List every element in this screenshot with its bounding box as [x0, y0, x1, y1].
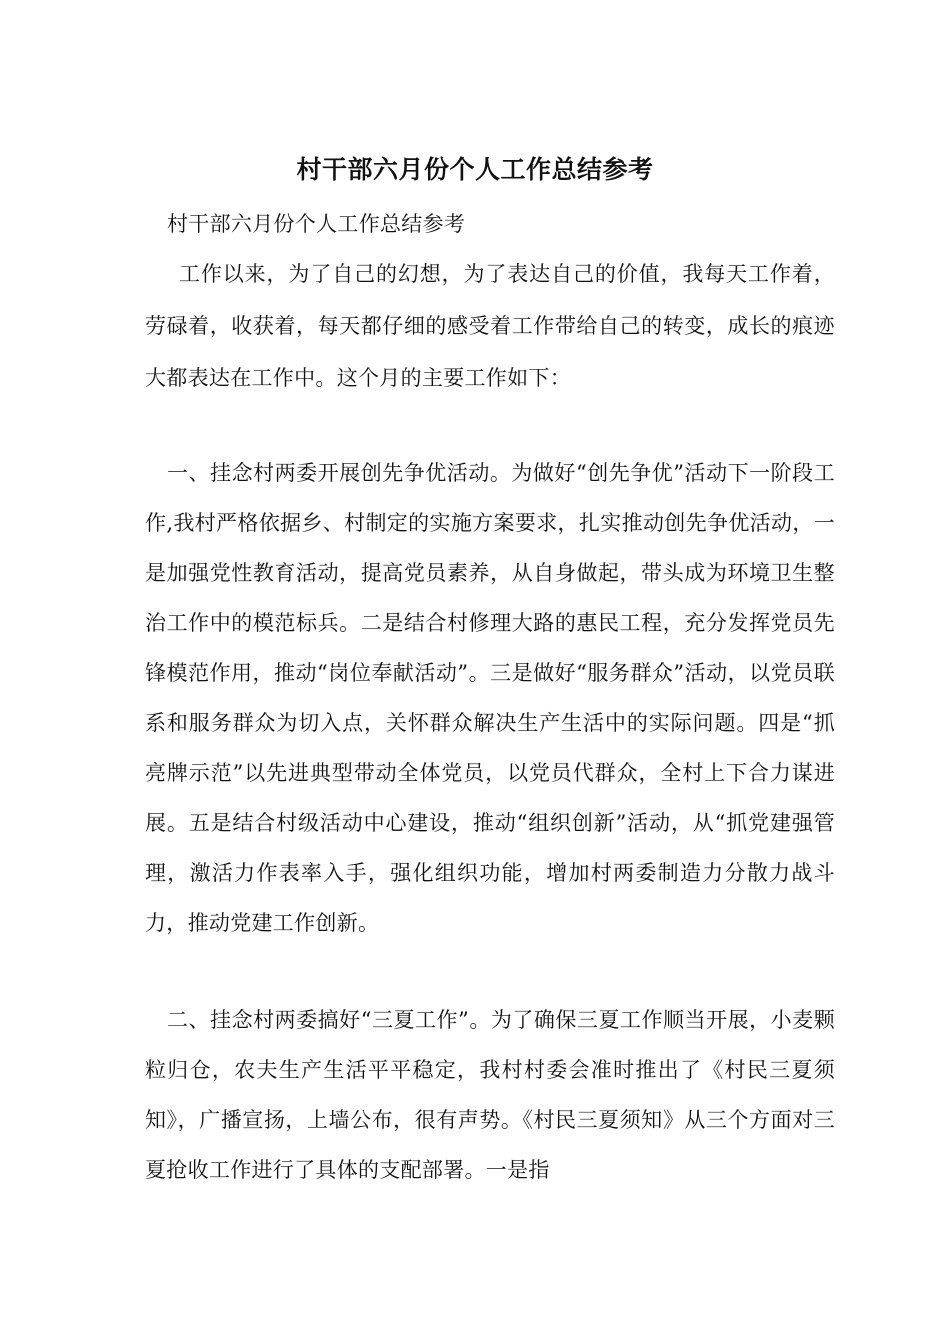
paragraph-section-two: 二、挂念村两委搞好“三夏工作”。为了确保三夏工作顺当开展，小麦颗粒归仓，农夫生产生活平平稳定，我村村委会准时推出了《村民三夏须知》，广播宣扬，上墙公布，很有声势。《村民三夏须知》从三个方面对三夏抢收工作进行了具体的支配部署。一是指 [145, 1008, 835, 1182]
document-title: 村干部六月份个人工作总结参考 [296, 155, 654, 184]
document-subtitle: 村干部六月份个人工作总结参考 [167, 212, 466, 236]
paragraph-section-one: 一、挂念村两委开展创先争优活动。为做好“创先争优”活动下一阶段工作,我村严格依据乡、村制定的实施方案要求，扎实推动创先争优活动，一是加强党性教育活动，提高党员素养，从自身做起，带头成为环境卫生整治工作中的模范标兵。二是结合村修理大路的惠民工程，充分发挥党员先锋模范作用，推动“岗位奉献活动”。三是做好“服务群众”活动，以党员联系和服务群众为切入点，关怀群众解决生产生活中的实际问题。四是“抓亮牌示范”以先进典型带动全体党员，以党员代群众，全村上下合力谋进展。五是结合村级活动中心建设，推动“组织创新”活动，从“抓党建强管理，激活力作表率入手，强化组织功能，增加村两委制造力分散力战斗力，推动党建工作创新。 [145, 461, 835, 935]
paragraph-intro: 工作以来，为了自己的幻想，为了表达自己的价值，我每天工作着，劳碌着，收获着，每天都仔细的感受着工作带给自己的转变，成长的痕迹大都表达在工作中。这个月的主要工作如下： [145, 262, 835, 390]
